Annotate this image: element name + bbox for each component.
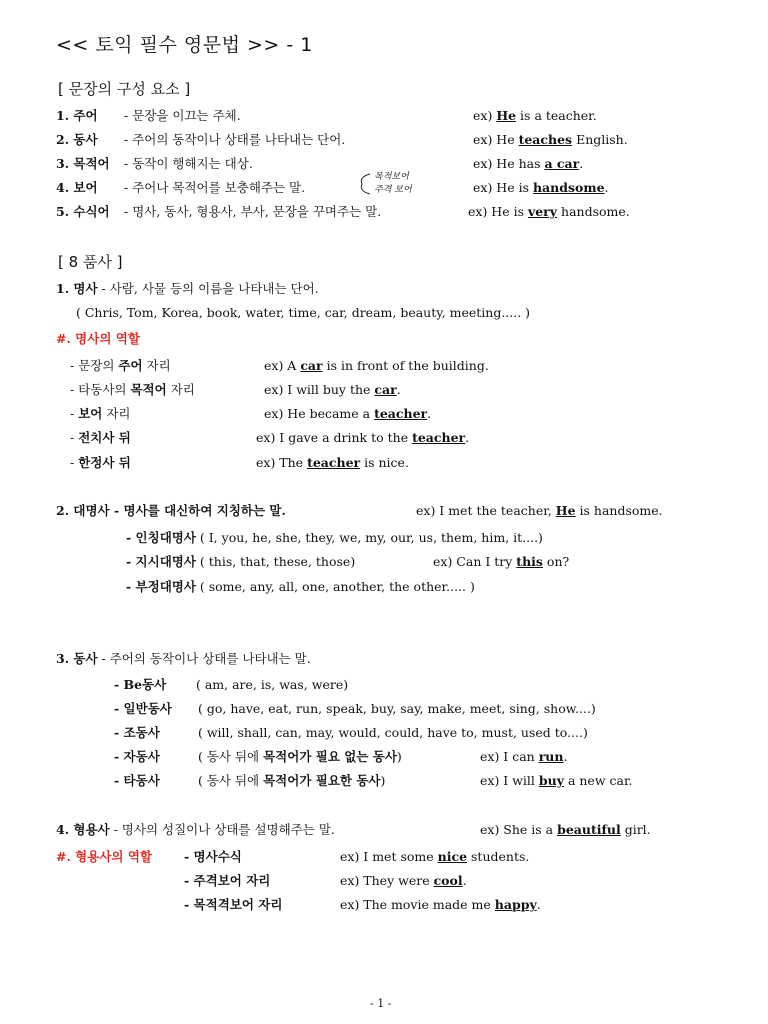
adjective-role: - 주격보어 자리 <box>184 873 271 888</box>
component-example: ex) He teaches English. <box>473 132 628 147</box>
verb-type-name: - 타동사 <box>114 773 160 788</box>
component-desc: - 주어나 목적어를 보충해주는 말. <box>124 180 306 195</box>
verb-type-name: - 일반동사 <box>114 701 172 716</box>
component-desc: - 주어의 동작이나 상태를 나타내는 단어. <box>124 132 346 147</box>
adjective-role-example: ex) I met some nice students. <box>340 849 530 864</box>
pronoun-example: ex) I met the teacher, He is handsome. <box>416 503 663 518</box>
noun-role-example: ex) I will buy the car. <box>264 382 401 397</box>
component-desc: - 동작이 행해지는 대상. <box>124 156 253 171</box>
component-label: 5. 수식어 <box>56 204 110 219</box>
adjective-role: - 목적격보어 자리 <box>184 897 283 912</box>
verb-type-name: - 조동사 <box>114 725 160 740</box>
component-example: ex) He has a car. <box>473 156 584 171</box>
adjective-role-example: ex) They were cool. <box>340 873 467 888</box>
component-label: 4. 보어 <box>56 180 98 195</box>
verb-type-name: - 자동사 <box>114 749 160 764</box>
noun-heading: 1. 명사 - 사람, 사물 등의 이름을 나타내는 단어. <box>56 281 319 296</box>
noun-role-example: ex) I gave a drink to the teacher. <box>256 430 470 445</box>
pronoun-type: - 부정대명사 ( some, any, all, one, another, the other..... ) <box>126 579 475 594</box>
section-heading-components: [ 문장의 구성 요소 ] <box>58 80 191 98</box>
pronoun-type-example: ex) Can I try this on? <box>433 554 570 569</box>
noun-role-example: ex) He became a teacher. <box>264 406 432 421</box>
adjective-example: ex) She is a beautiful girl. <box>480 822 651 837</box>
noun-role: - 타동사의 목적어 자리 <box>70 382 195 397</box>
verb-type-name: - Be동사 <box>114 677 167 692</box>
noun-examples: ( Chris, Tom, Korea, book, water, time, car, dream, beauty, meeting..... ) <box>76 305 531 320</box>
verb-type-list-text: ( am, are, is, was, were) <box>196 677 349 692</box>
adjective-heading: 4. 형용사 - 명사의 성질이나 상태를 설명해주는 말. <box>56 822 335 837</box>
verb-type-example: ex) I can run. <box>480 749 568 764</box>
adjective-role: - 명사수식 <box>184 849 242 864</box>
verb-type-list-text: ( 동사 뒤에 목적어가 필요 없는 동사) <box>198 749 402 764</box>
adjective-role-example: ex) The movie made me happy. <box>340 897 541 912</box>
page-title: << 토익 필수 영문법 >> - 1 <box>56 34 313 56</box>
component-example: ex) He is a teacher. <box>473 108 597 123</box>
pronoun-heading: 2. 대명사 - 명사를 대신하여 지칭하는 말. <box>56 503 286 518</box>
verb-type-list-text: ( go, have, eat, run, speak, buy, say, make, meet, sing, show....) <box>198 701 596 716</box>
noun-role: - 문장의 주어 자리 <box>70 358 171 373</box>
noun-role: - 전치사 뒤 <box>70 430 131 445</box>
noun-role: - 한정사 뒤 <box>70 455 131 470</box>
noun-role-example: ex) A car is in front of the building. <box>264 358 489 373</box>
component-desc: - 문장을 이끄는 주체. <box>124 108 241 123</box>
verb-heading: 3. 동사 - 주어의 동작이나 상태를 나타내는 말. <box>56 651 311 666</box>
pronoun-type: - 인칭대명사 ( I, you, he, she, they, we, my, our, us, them, him, it....) <box>126 530 543 545</box>
noun-role: - 보어 자리 <box>70 406 131 421</box>
noun-role-heading: #. 명사의 역할 <box>56 331 140 346</box>
adjective-role-heading: #. 형용사의 역할 <box>56 849 152 864</box>
component-example: ex) He is handsome. <box>473 180 609 195</box>
verb-type-example: ex) I will buy a new car. <box>480 773 633 788</box>
component-label: 1. 주어 <box>56 108 98 123</box>
component-desc: - 명사, 동사, 형용사, 부사, 문장을 꾸며주는 말. <box>124 204 382 219</box>
section-heading-parts-of-speech: [ 8 품사 ] <box>58 253 123 271</box>
pronoun-type: - 지시대명사 ( this, that, these, those) <box>126 554 356 569</box>
noun-role-example: ex) The teacher is nice. <box>256 455 409 470</box>
verb-type-list-text: ( 동사 뒤에 목적어가 필요한 동사) <box>198 773 386 788</box>
component-label: 3. 목적어 <box>56 156 110 171</box>
handwritten-note-subject-complement: 주격 보어 <box>374 185 412 195</box>
note-brace-icon <box>356 172 372 196</box>
component-label: 2. 동사 <box>56 132 98 147</box>
verb-type-list-text: ( will, shall, can, may, would, could, have to, must, used to....) <box>198 725 588 740</box>
page-number: - 1 - <box>370 997 392 1010</box>
handwritten-note-object-complement: 목적보어 <box>374 172 409 182</box>
component-example: ex) He is very handsome. <box>468 204 630 219</box>
